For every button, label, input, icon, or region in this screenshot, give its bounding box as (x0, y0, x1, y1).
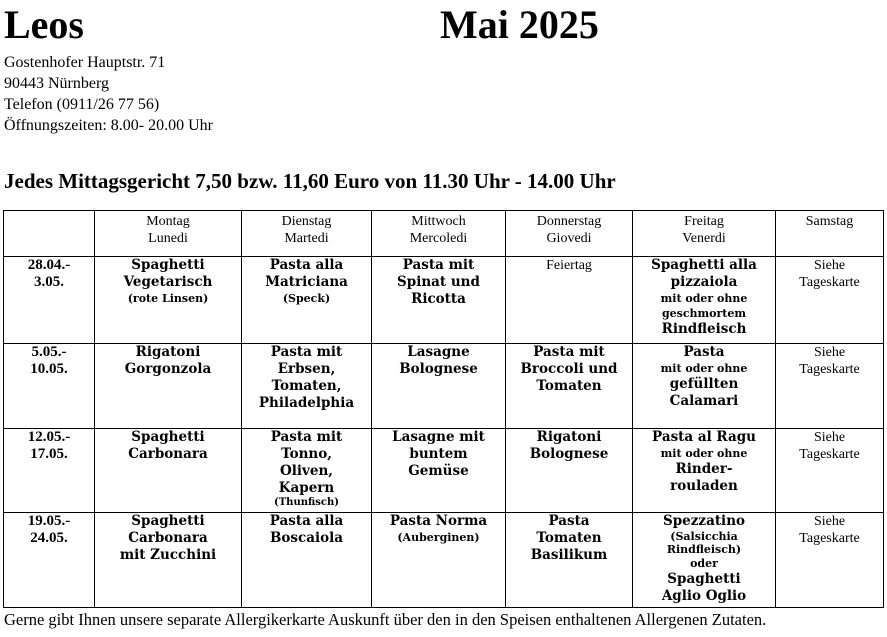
header-cell-saturday: Samstag (776, 211, 884, 257)
dish-cell-tuesday: Pasta mit Erbsen, Tomaten, Philadelphia (242, 344, 372, 429)
dish-cell-wednesday: Lasagne Bolognese (372, 344, 506, 429)
lunch-price-headline: Jedes Mittagsgericht 7,50 bzw. 11,60 Euro von 11.30 Uhr - 14.00 Uhr (4, 169, 616, 193)
dish-cell-thursday: Pasta mit Broccoli und Tomaten (506, 344, 633, 429)
dish-cell-friday: Pasta mit oder ohne gefüllten Calamari (633, 344, 776, 429)
week-date-cell: 5.05.- 10.05. (4, 344, 95, 429)
dish-cell-monday: Rigatoni Gorgonzola (95, 344, 242, 429)
dish-cell-saturday: Siehe Tageskarte (776, 429, 884, 513)
table-row (4, 513, 884, 608)
allergen-footer-note: Gerne gibt Ihnen unsere separate Allergikerkarte Auskunft über den in den Speisen enthaltenen Allergenen Zutaten. (4, 610, 767, 629)
header-cell-friday: Freitag Venerdi (633, 211, 776, 257)
week-date-cell: 12.05.- 17.05. (4, 429, 95, 513)
header-cell-thursday: Donnerstag Giovedi (506, 211, 633, 257)
header-cell-tuesday: Dienstag Martedi (242, 211, 372, 257)
address-street: Gostenhofer Hauptstr. 71 (4, 54, 166, 71)
table-header-row (4, 211, 884, 257)
dish-cell-thursday: Rigatoni Bolognese (506, 429, 633, 513)
address-city: 90443 Nürnberg (4, 75, 110, 92)
dish-cell-monday: Spaghetti Carbonara (95, 429, 242, 513)
dish-cell-saturday: Siehe Tageskarte (776, 513, 884, 608)
month-title: Mai 2025 (440, 2, 599, 47)
dish-cell-thursday: Feiertag (506, 257, 633, 344)
dish-cell-thursday: Pasta Tomaten Basilikum (506, 513, 633, 608)
dish-cell-friday: Spezzatino (Salsicchia Rindfleisch) oder Spaghetti Aglio Oglio (633, 513, 776, 608)
weekly-menu-table (3, 210, 884, 608)
header-cell-monday: Montag Lunedi (95, 211, 242, 257)
dish-cell-wednesday: Lasagne mit buntem Gemüse (372, 429, 506, 513)
dish-cell-saturday: Siehe Tageskarte (776, 344, 884, 429)
dish-cell-tuesday: Pasta alla Matriciana (Speck) (242, 257, 372, 344)
dish-cell-wednesday: Pasta mit Spinat und Ricotta (372, 257, 506, 344)
restaurant-name: Leos (4, 2, 84, 47)
header-cell-wednesday: Mittwoch Mercoledi (372, 211, 506, 257)
week-date-cell: 28.04.- 3.05. (4, 257, 95, 344)
dish-cell-wednesday: Pasta Norma (Auberginen) (372, 513, 506, 608)
week-date-cell: 19.05.- 24.05. (4, 513, 95, 608)
table-row (4, 257, 884, 344)
address-block (4, 52, 213, 136)
table-row (4, 429, 884, 513)
dish-cell-friday: Pasta al Ragu mit oder ohne Rinder- rouladen (633, 429, 776, 513)
dish-cell-monday: Spaghetti Carbonara mit Zucchini (95, 513, 242, 608)
dish-cell-monday: Spaghetti Vegetarisch (rote Linsen) (95, 257, 242, 344)
address-phone: Telefon (0911/26 77 56) (4, 96, 160, 113)
opening-hours: Öffnungszeiten: 8.00- 20.00 Uhr (4, 117, 213, 134)
dish-cell-friday: Spaghetti alla pizzaiola mit oder ohne geschmortem Rindfleisch (633, 257, 776, 344)
table-row (4, 344, 884, 429)
header-cell-empty (4, 211, 95, 257)
dish-cell-tuesday: Pasta mit Tonno, Oliven, Kapern (Thunfisch) (242, 429, 372, 513)
dish-cell-saturday: Siehe Tageskarte (776, 257, 884, 344)
dish-cell-tuesday: Pasta alla Boscaiola (242, 513, 372, 608)
